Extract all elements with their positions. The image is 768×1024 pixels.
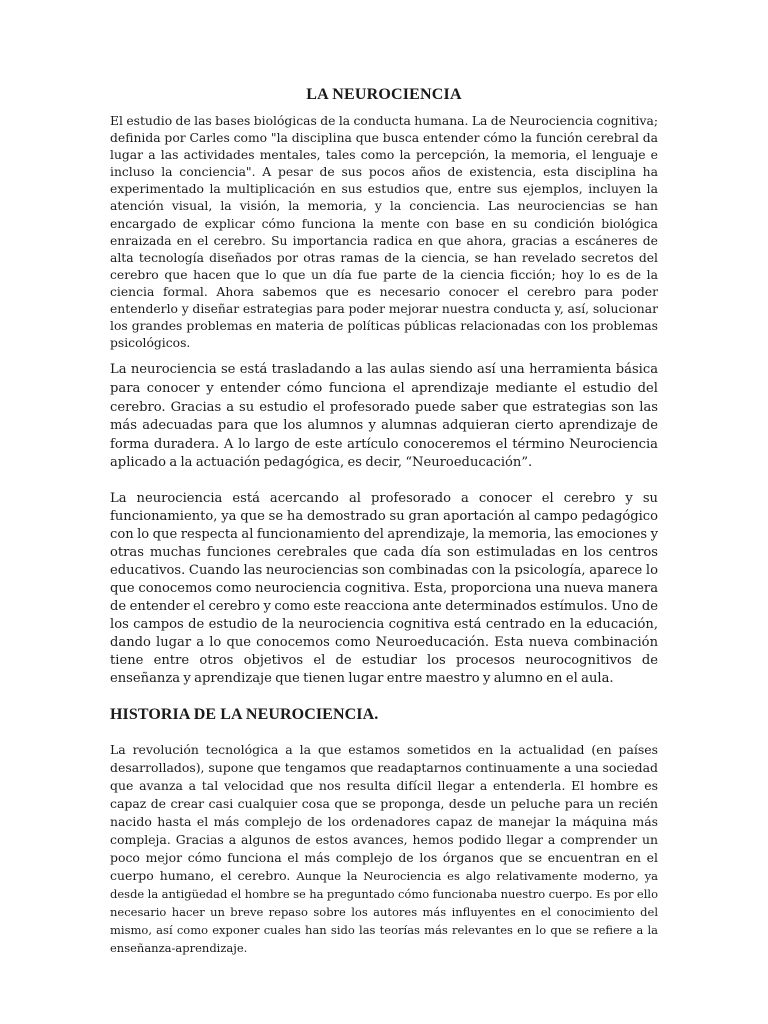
paragraph-classroom: La neurociencia se está trasladando a las aulas siendo así una herramienta básica para conocer y entender cómo funciona el aprendizaje mediante el estudio del cerebro. Gracias a su estudio el profesorado puede saber que estrategias son las más adecuadas para que los alumnos y alumnas adquieran cierto aprendizaje de forma duradera. A lo largo de este artículo conoceremos el término Neurociencia aplicado a la actuación pedagógica, es decir, “Neuroeducación”. <box>110 362 658 471</box>
section-heading-history: HISTORIA DE LA NEUROCIENCIA. <box>110 705 379 723</box>
paragraph-teachers: La neurociencia está acercando al profesorado a conocer el cerebro y su funcionamiento, ya que se ha demostrado su gran aportación al campo pedagógico con lo que respecta al funcionamiento del aprendizaje, la memoria, las emociones y otras muchas funciones cerebrales que cada día son estimuladas en los centros educativos. Cuando las neurociencias son combinadas con la psicología, aparece lo que conocemos como neurociencia cognitiva. Esta, proporciona una nueva manera de entender el cerebro y como este reacciona ante determinados estímulos. Uno de los campos de estudio de la neurociencia cognitiva está centrado en la educación, dando lugar a lo que conocemos como Neuroeducación. Esta nueva combinación tiene entre otros objetivos el de estudiar los procesos neurocognitivos de enseñanza y aprendizaje que tienen lugar entre maestro y alumno en el aula. <box>110 490 658 686</box>
document-page <box>110 86 658 957</box>
document-title: LA NEUROCIENCIA <box>306 86 462 103</box>
paragraph-history <box>110 741 658 957</box>
paragraph-history-tail: Aunque la Neurociencia es algo relativamente moderno, ya desde la antigüedad el hombre se ha preguntado cómo funcionaba nuestro cuerpo. Es por ello necesario hacer un breve repaso sobre los autores más influyentes en el conocimiento del mismo, así como exponer cuales han sido las teorías más relevantes en lo que se refiere a la enseñanza-aprendizaje. <box>110 868 658 955</box>
paragraph-intro: El estudio de las bases biológicas de la conducta humana. La de Neurociencia cognitiva; definida por Carles como "la disciplina que busca entender cómo la función cerebral da lugar a las actividades mentales, tales como la percepción, la memoria, el lenguaje e incluso la conciencia". A pesar de sus pocos años de existencia, esta disciplina ha experimentado la multiplicación en sus estudios que, entre sus ejemplos, incluyen la atención visual, la visión, la memoria, y la conciencia. Las neurociencias se han encargado de explicar cómo funciona la mente con base en su condición biológica enraizada en el cerebro. Su importancia radica en que ahora, gracias a escáneres de alta tecnología diseñados por otras ramas de la ciencia, se han revelado secretos del cerebro que hacen que lo que un día fue parte de la ciencia ficción; hoy lo es de la ciencia formal. Ahora sabemos que es necesario conocer el cerebro para poder entenderlo y diseñar estrategias para poder mejorar nuestra conducta y, así, solucionar los grandes problemas en materia de políticas públicas relacionadas con los problemas psicológicos. <box>110 114 658 351</box>
paragraph-history-main: La revolución tecnológica a la que estamos sometidos en la actualidad (en países desarrollados), supone que tengamos que readaptarnos continuamente a una sociedad que avanza a tal velocidad que nos resulta difícil llegar a entenderla. El hombre es capaz de crear casi cualquier cosa que se proponga, desde un peluche para un recién nacido hasta el más complejo de los ordenadores capaz de manejar la máquina más compleja. Gracias a algunos de estos avances, hemos podido llegar a comprender un poco mejor cómo funciona el más complejo de los órganos que se encuentran en el cuerpo humano, el cerebro. <box>110 741 658 883</box>
